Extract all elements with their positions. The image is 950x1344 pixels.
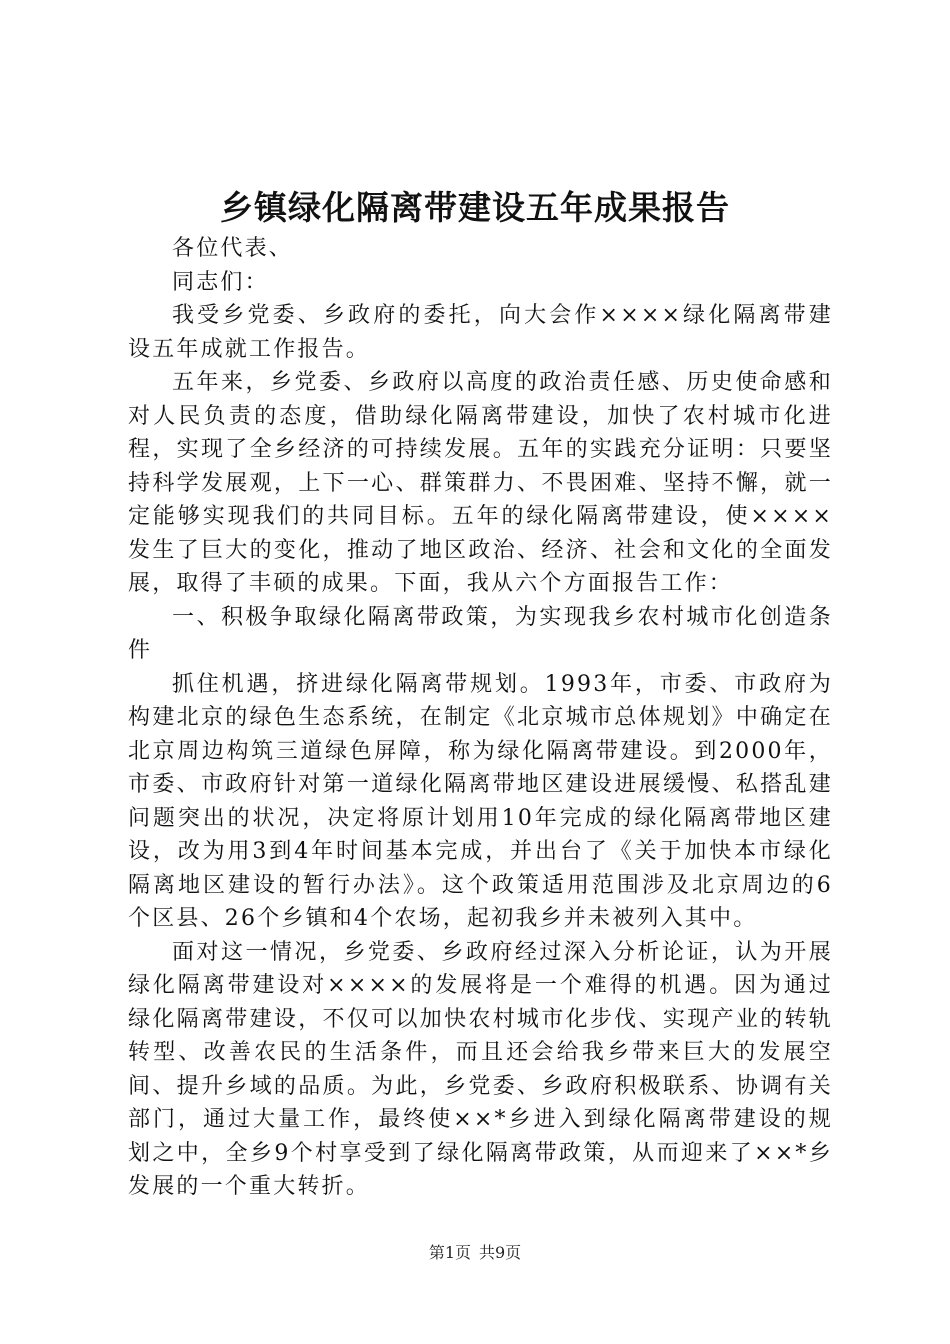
intro-paragraph: 我受乡党委、乡政府的委托，向大会作××××绿化隔离带建设五年成就工作报告。 [128, 303, 833, 362]
body-paragraph: 面对这一情况，乡党委、乡政府经过深入分析论证，认为开展绿化隔离带建设对××××的发展将是一个难得的机遇。因为通过绿化隔离带建设，不仅可以加快农村城市化步伐、实现产业的转轨转型、改善农民的生活条件，而且还会给我乡带来巨大的发展空间、提升乡域的品质。为此，乡党委、乡政府积极联系、协调有关部门，通过大量工作，最终使××*乡进入到绿化隔离带建设的规划之中，全乡9个村享受到了绿化隔离带政策，从而迎来了××*乡发展的一个重大转折。 [128, 939, 833, 1199]
document-title: 乡镇绿化隔离带建设五年成果报告 [220, 188, 730, 227]
page-number: 第1页 [428, 1243, 471, 1262]
salutation-line-2: 同志们： [172, 269, 269, 295]
section-heading-1: 一、积极争取绿化隔离带政策，为实现我乡农村城市化创造条件 [128, 604, 833, 663]
document-body [128, 232, 833, 1204]
page-total: 共9页 [479, 1243, 522, 1262]
body-paragraph: 抓住机遇，挤进绿化隔离带规划。1993年，市委、市政府为构建北京的绿色生态系统，在制定《北京城市总体规划》中确定在北京周边构筑三道绿色屏障，称为绿化隔离带建设。到2000年，市委、市政府针对第一道绿化隔离带地区建设进展缓慢、私搭乱建问题突出的状况，决定将原计划用10年完成的绿化隔离带地区建设，改为用3到4年时间基本完成，并出台了《关于加快本市绿化隔离地区建设的暂行办法》。这个政策适用范围涉及北京周边的6个区县、26个乡镇和4个农场，起初我乡并未被列入其中。 [128, 671, 833, 931]
page-footer [0, 1242, 950, 1264]
summary-paragraph: 五年来，乡党委、乡政府以高度的政治责任感、历史使命感和对人民负责的态度，借助绿化隔离带建设，加快了农村城市化进程，实现了全乡经济的可持续发展。五年的实践充分证明：只要坚持科学发展观，上下一心、群策群力、不畏困难、坚持不懈，就一定能够实现我们的共同目标。五年的绿化隔离带建设，使××××发生了巨大的变化，推动了地区政治、经济、社会和文化的全面发展，取得了丰硕的成果。下面，我从六个方面报告工作： [128, 370, 833, 596]
salutation-line-1: 各位代表、 [172, 236, 294, 261]
